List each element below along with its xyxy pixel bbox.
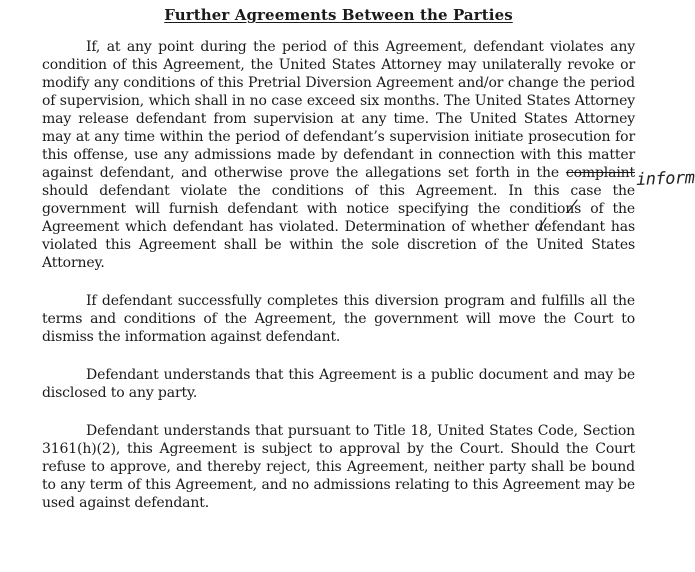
paragraph-revocation-text-end: should defendant violate the conditions of this Agreement. In this case the government will furnish defendant with notice specifying the conditions of the Agreement which defendant has violated. Determination of whether defendant has violated this Agreement shall be within the sole discretion of the United States Attorney. [42, 183, 635, 271]
handwritten-insert: inform [635, 167, 695, 191]
struck-word-complaint: complaint [565, 165, 635, 181]
paragraph-revocation-text-start: If, at any point during the period of this Agreement, defendant violates any condition of this Agreement, the United States Attorney may unilaterally revoke or modify any conditions of this Pretrial Diversion Agreement and/or change the period of supervision, which shall in no case exceed six months. The United States Attorney may release defendant from supervision at any time. The United States Attorney may at any time within the period of defendant’s supervision initiate prosecution for this offense, use any admissions made by defendant in connection with this matter against defendant, and otherwise prove the allegations set forth in the [42, 39, 635, 181]
paragraph-public-document: Defendant understands that this Agreement is a public document and may be disclosed to any party. [42, 367, 635, 401]
paragraph-court-approval: Defendant understands that pursuant to Title 18, United States Code, Section 3161(h)(2), this Agreement is subject to approval by the Court. Should the Court refuse to approve, and thereby reject, this Agreement, neither party shall be bound to any term of this Agreement, and no admissions relating to this Agreement may be used against defendant. [42, 423, 635, 511]
paragraph-revocation [42, 38, 635, 272]
section-heading: Further Agreements Between the Parties [164, 6, 513, 24]
document-page [42, 6, 635, 532]
paragraph-completion: If defendant successfully completes this diversion program and fulfills all the terms and conditions of the Agreement, the government will move the Court to dismiss the information against defendant. [42, 293, 635, 345]
